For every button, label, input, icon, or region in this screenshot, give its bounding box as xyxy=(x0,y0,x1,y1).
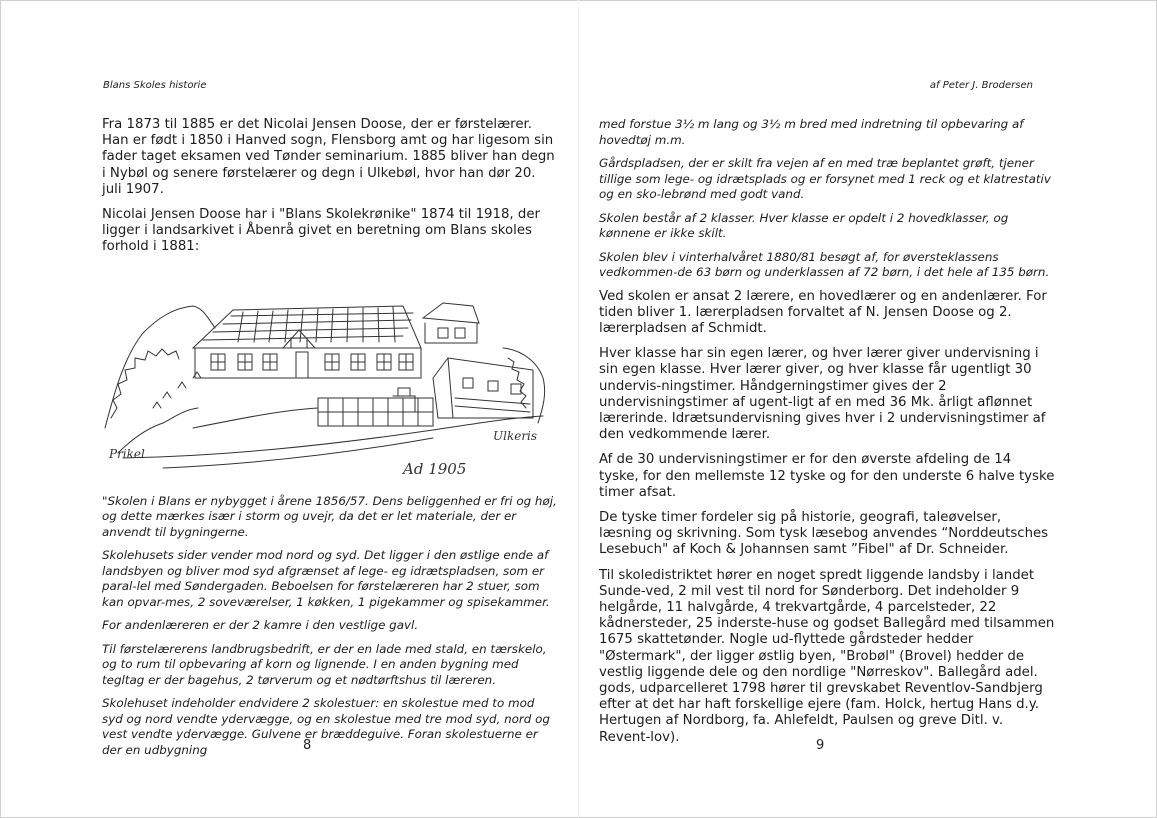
school-sketch-drawing xyxy=(103,278,550,476)
quote-paragraph: "Skolen i Blans er nybygget i årene 1856/57. Dens beliggenhed er fri og høj, og dette mærkes især i storm og uvejr, da det er let materiale, der er anvendt til bygningerne. xyxy=(102,493,557,539)
quote-paragraph: Skolen blev i vinterhalvåret 1880/81 besøgt af, for øversteklassens vedkommen-de 63 børn og underklassen af 72 børn, i det hele af 135 børn. xyxy=(599,249,1050,279)
running-header-left: Blans Skoles historie xyxy=(103,80,207,91)
left-page-column xyxy=(102,117,557,766)
quote-paragraph: Til førstelærerens landbrugsbedrift, er der en lade med stald, en tærskelo, og to rum til opbevaring af korn og lignende. I en anden bygning med tegltag er der bagehus, 2 tørverum og et nødtørftshus til læreren. xyxy=(102,641,547,687)
sketch-inscription: Ad 1905 xyxy=(403,459,467,476)
quote-paragraph: Skolehuset indeholder endvidere 2 skolestuer: en skolestue med to mod syd og nord vendte ydervægge, og en skolestue med tre mod syd, nord og vest vendte ydervægge. Gulvene er bræddeguive. Foran skolestuerne er der en udbygning xyxy=(102,696,550,757)
quote-paragraph: Gårdspladsen, der er skilt fra vejen af en med træ beplantet grøft, tjener tillige som lege- og idrætsplads og er forsynet med 1 reck og et klatrestativ og en sko-lebrønd med godt vand. xyxy=(599,156,1051,201)
body-paragraph: Af de 30 undervisningstimer er for den øverste afdeling de 14 tyske, for den mellemste 12 tyske og for den underste 6 halve tyske timer afsat. xyxy=(599,452,1055,500)
page-number-left: 8 xyxy=(303,738,312,753)
quote-paragraph: med forstue 3½ m lang og 3½ m bred med indretning til opbevaring af hovedtøj m.m. xyxy=(599,117,1024,147)
body-paragraph: Til skoledistriktet hører en noget spredt liggende landsby i landet Sunde-ved, 2 mil vest til nord for Sønderborg. Det indeholder 9 helgårde, 11 halvgårde, 4 trekvartgårde, 4 parcelsteder, 22 kådnersteder, 25 inderste-huse og godset Ballegård med tilsammen 1675 skattetønder. Nogle ud-flyttede gårdsteder hedder "Østermark", der ligger østlig byen, "Brobøl" (Brovel) hedder de vestlig liggende dele og den nordlige "Nørreskov". Ballegård adel. gods, udparcelleret 1798 hører til grevskabet Reventlov-Sandbjerg efter at det har haft forskellige ejere (fam. Holck, hertug Hans d.y. Hertugen af Nordborg, fa. Ahlefeldt, Paulsen og greve Ditl. v. Revent-lov). xyxy=(599,567,1055,745)
school-sketch-image xyxy=(103,278,550,476)
body-paragraph: Hver klasse har sin egen lærer, og hver lærer giver undervisning i sin egen klasse. Hver lærer giver, og hver klasse får ugentligt 30 undervis-ningstimer. Håndgerningstimer gives der 2 undervisningstimer af ugent-ligt af en med 36 Mk. årligt aflønnet lærerinde. Idrætsundervisning gives hver i 2 undervisningstimer af den vedkommende lærer. xyxy=(599,346,1046,443)
right-page-column xyxy=(599,117,1055,755)
body-paragraph: Fra 1873 til 1885 er det Nicolai Jensen Doose, der er førstelærer. Han er født i 1850 i Hanved sogn, Flensborg amt og har ligesom sin fader taget eksamen ved Tønder seminarium. 1885 bliver han degn i Nybøl og senere førstelærer og degn i Ulkebøl, hvor han dør 20. juli 1907. xyxy=(102,117,555,197)
quote-paragraph: For andenlæreren er der 2 kamre i den vestlige gavl. xyxy=(102,618,419,633)
page-number-right: 9 xyxy=(816,738,825,753)
running-header-right: af Peter J. Brodersen xyxy=(929,80,1033,91)
body-paragraph: Ved skolen er ansat 2 lærere, en hovedlærer og en andenlærer. For tiden bliver 1. lærerpladsen forvaltet af N. Jensen Doose og 2. lærerpladsen af Schmidt. xyxy=(599,288,1047,336)
body-paragraph: Nicolai Jensen Doose har i "Blans Skolekrønike" 1874 til 1918, der ligger i landsarkivet i Åbenrå givet en beretning om Blans skoles forhold i 1881: xyxy=(102,207,540,255)
sketch-signature-left: Prikel xyxy=(109,446,145,461)
body-paragraph: De tyske timer fordeler sig på historie, geografi, taleøvelser, læsning og skrivning. Som tysk læsebog anvendes “Norddeutsches Lesebuch" af Koch & Johannsen samt ”Fibel" af Dr. Schneider. xyxy=(599,509,1049,558)
spread-divider xyxy=(578,0,579,818)
quote-paragraph: Skolen består af 2 klasser. Hver klasse er opdelt i 2 hovedklasser, og kønnene er ikke skilt. xyxy=(599,210,1009,240)
sketch-signature-right: Ulkeris xyxy=(493,428,538,443)
quote-paragraph: Skolehusets sider vender mod nord og syd. Det ligger i den østlige ende af landsbyen og bliver mod syd afgrænset af lege- eg idrætspladsen, som er paral-lel med Søndergaden. Beboelsen for førstelæreren har 2 stuer, som kan opvar-mes, 2 soveværelser, 1 køkken, 1 pigekammer og spisekammer. xyxy=(102,548,550,609)
